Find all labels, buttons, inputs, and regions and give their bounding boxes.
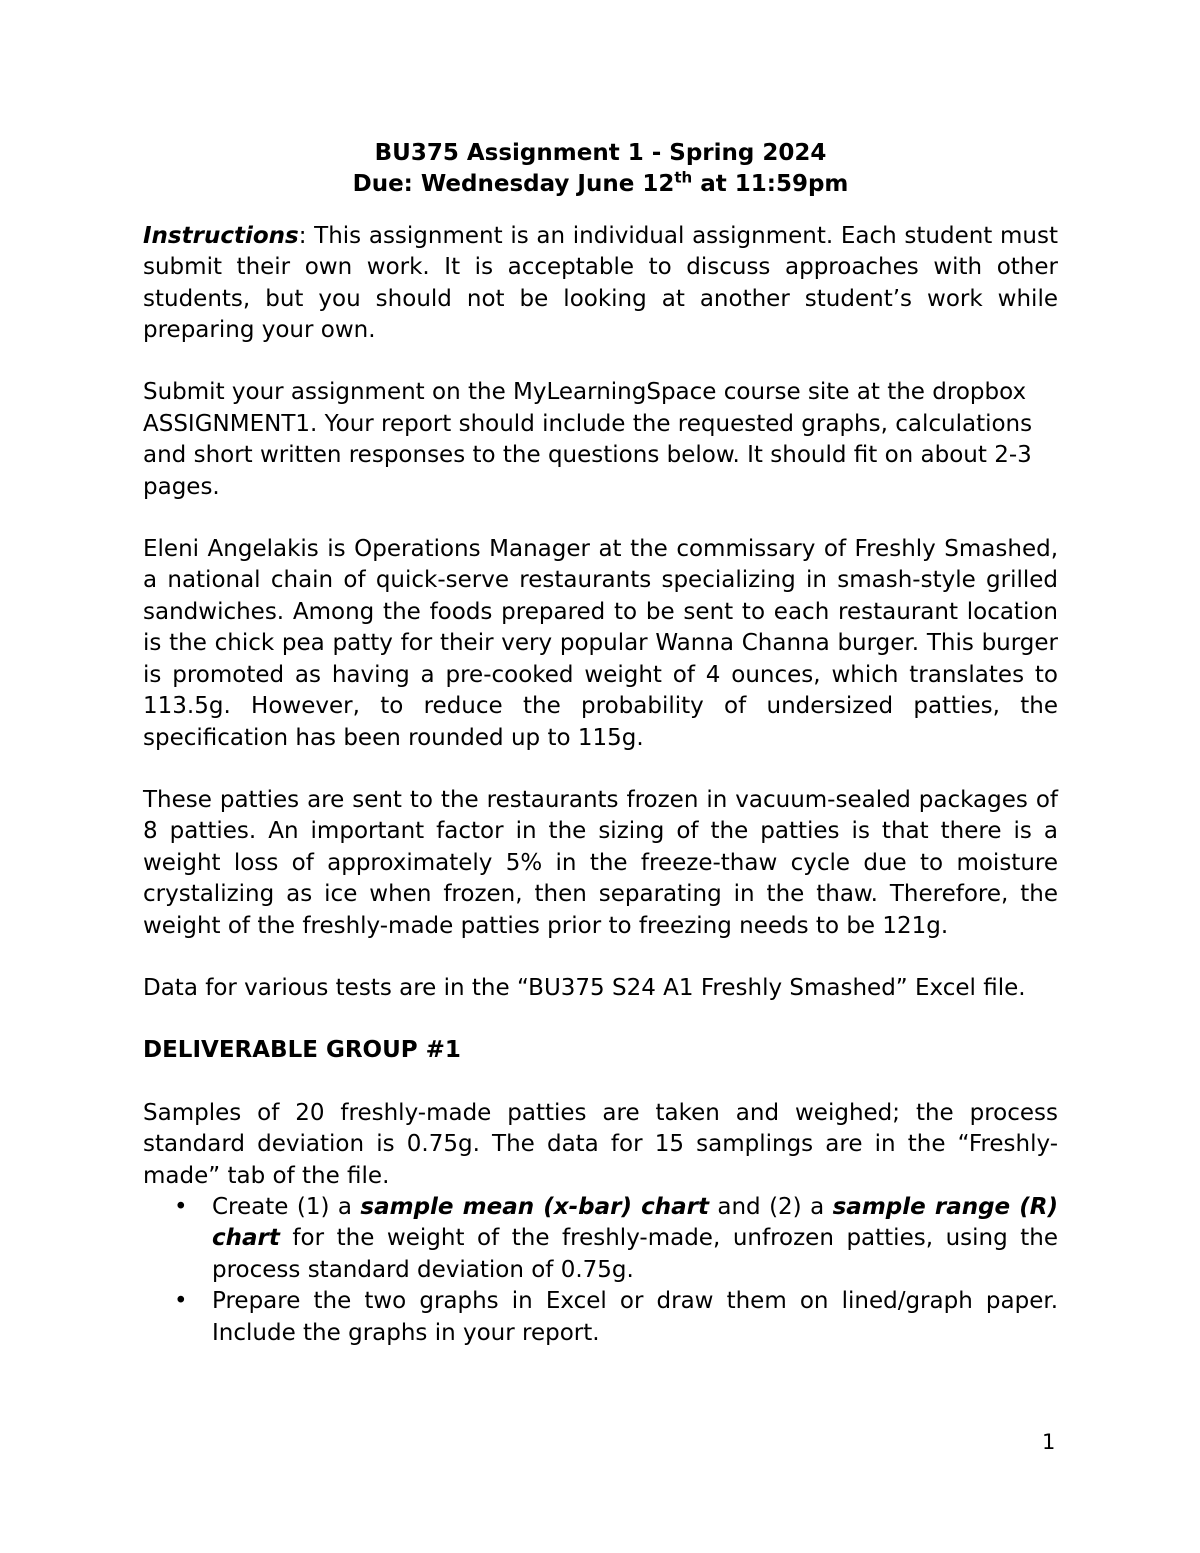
bullet-icon: • xyxy=(174,1193,188,1220)
document-page xyxy=(143,138,1058,1349)
deliverable-list xyxy=(143,1192,1058,1349)
instructions-paragraph xyxy=(143,221,1058,347)
deliverable-intro: Samples of 20 freshly-made patties are taken and weighed; the process standard deviation is 0.75g. The data for 15 samplings are in the “Freshly-made” tab of the file. xyxy=(143,1099,1058,1189)
bullet1-emphasis-1: sample mean (x-bar) chart xyxy=(360,1193,709,1220)
bullet1-text-2: and (2) a xyxy=(708,1193,833,1220)
instructions-text: : This assignment is an individual assignment. Each student must submit their own work. It is acceptable to discuss approaches with other students, but you should not be looking at another student’s work while preparing your own. xyxy=(143,222,1058,344)
due-date xyxy=(143,169,1058,200)
bullet1-emphasis-2: sample range (R) chart xyxy=(212,1193,1059,1252)
list-item xyxy=(143,1286,1058,1349)
context-paragraph: Eleni Angelakis is Operations Manager at the commissary of Freshly Smashed, a national chain of quick-serve restaurants specializing in smash-style grilled sandwiches. Among the foods prepared to be sent to each restaurant location is the chick pea patty for their very popular Wanna Channa burger. This burger is promoted as having a pre-cooked weight of 4 ounces, which translates to 113.5g. However, to reduce the probability of undersized patties, the specification has been rounded up to 115g. xyxy=(143,536,1058,751)
page-number: 1 xyxy=(1042,1430,1056,1454)
data-paragraph: Data for various tests are in the “BU375 S24 A1 Freshly Smashed” Excel file. xyxy=(143,974,1026,1001)
list-item xyxy=(143,1192,1058,1286)
instructions-label: Instructions xyxy=(143,222,299,249)
bullet1-text-3: for the weight of the freshly-made, unfrozen patties, using the process standard deviation of 0.75g. xyxy=(212,1225,1058,1283)
deliverable-heading: DELIVERABLE GROUP #1 xyxy=(143,1037,461,1064)
bullet1-text-1: Create (1) a xyxy=(212,1193,361,1220)
freeze-paragraph: These patties are sent to the restaurants frozen in vacuum-sealed packages of 8 patties. An important factor in the sizing of the patties is that there is a weight loss of approximately 5% in the freeze-thaw cycle due to moisture crystalizing as ice when frozen, then separating in the thaw. Therefore, the weight of the freshly-made patties prior to freezing needs to be 121g. xyxy=(143,786,1058,939)
due-date-prefix: Due: Wednesday June 12 xyxy=(352,171,675,198)
bullet-icon: • xyxy=(174,1288,188,1315)
due-date-superscript: th xyxy=(674,168,693,187)
title-block xyxy=(143,138,1058,201)
assignment-title: BU375 Assignment 1 - Spring 2024 xyxy=(374,140,827,166)
submit-paragraph: Submit your assignment on the MyLearningSpace course site at the dropbox ASSIGNMENT1. Your report should include the requested graphs, calculations and short written responses to the questions below. It should fit on about 2-3 pages. xyxy=(143,379,1033,500)
due-date-suffix: at 11:59pm xyxy=(692,171,849,198)
bullet2-text: Prepare the two graphs in Excel or draw them on lined/graph paper. Include the graphs in your report. xyxy=(212,1288,1058,1346)
